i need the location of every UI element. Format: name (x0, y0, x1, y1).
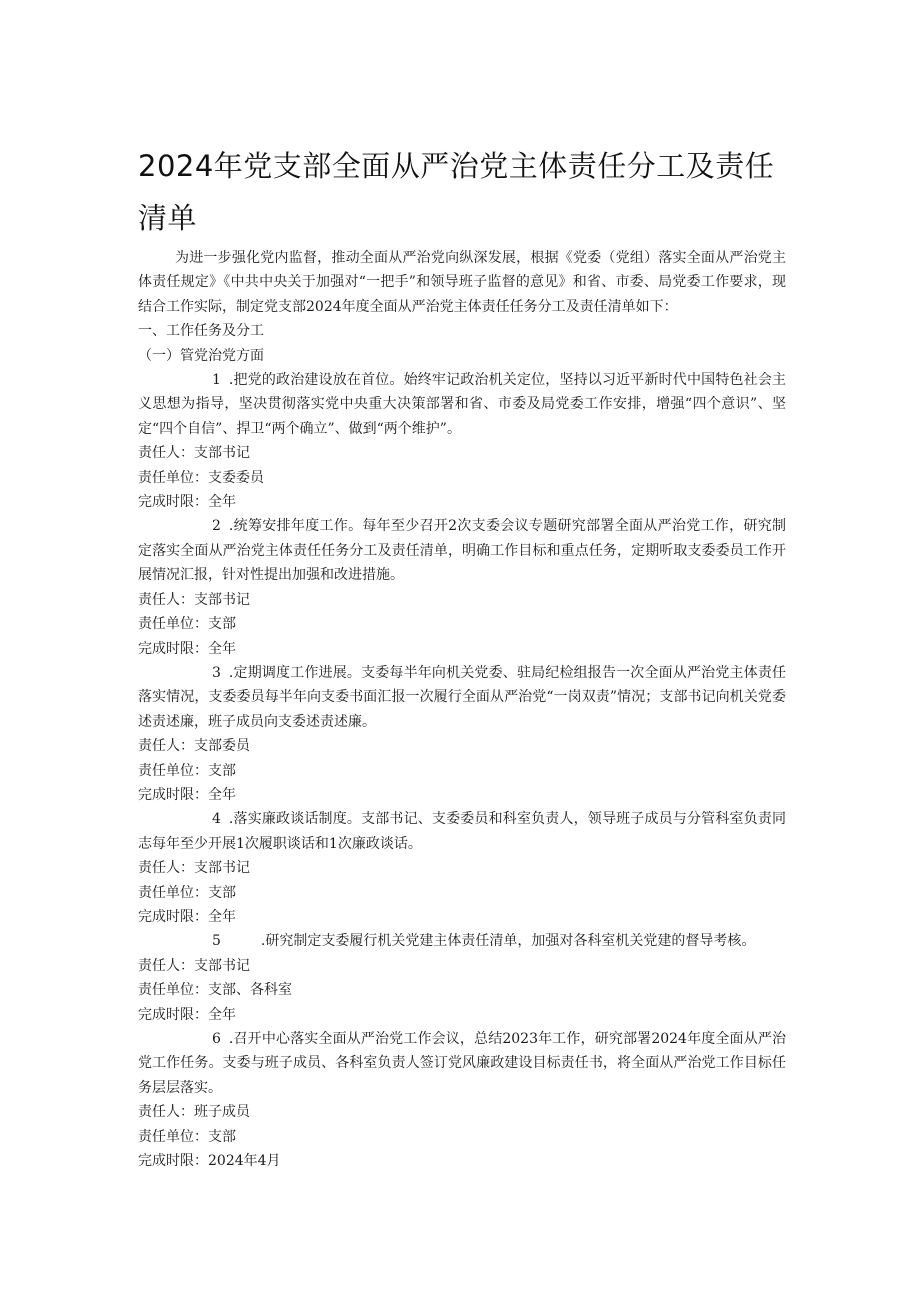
task-unit: 责任单位：支委委员 (138, 469, 264, 486)
task-text: .召开中心落实全面从严治党工作会议，总结2023年工作，研究部署2024年度全面从严治党工作任务。支委与班子成员、各科室负责人签订党风廉政建设目标责任书，将全面从严治党工作目标任务层层落实。 (138, 1031, 786, 1096)
section-heading: 一、工作任务及分工 (138, 323, 264, 340)
task-number: 1 (212, 372, 221, 389)
task-person: 责任人：支部书记 (138, 591, 250, 608)
task-person: 责任人：支部书记 (138, 860, 250, 877)
task-text: .研究制定支委履行机关党建主体责任清单，加强对各科室机关党建的督导考核。 (260, 933, 756, 950)
task-item (138, 807, 786, 856)
document-title: 2024年党支部全面从严治党主体责任分工及责任清单 (138, 149, 775, 235)
task-item (138, 514, 786, 587)
task-number: 4 (212, 811, 221, 828)
intro-paragraph: 为进一步强化党内监督，推动全面从严治党向纵深发展，根据《党委（党组）落实全面从严治党主体责任规定》《中共中央关于加强对“一把手”和领导班子监督的意见》和省、市委、局党委工作要求，现结合工作实际，制定党支部2024年度全面从严治党主体责任任务分工及责任清单如下： (138, 250, 786, 315)
task-number: 6 (212, 1031, 221, 1047)
task-deadline: 完成时限：全年 (138, 786, 236, 803)
task-unit: 责任单位：支部 (138, 616, 236, 633)
task-number: 3 (212, 664, 221, 681)
task-person: 责任人：支部委员 (138, 738, 250, 755)
task-text: .统筹安排年度工作。每年至少召开2次支委会议专题研究部署全面从严治党工作，研究制定落实全面从严治党主体责任任务分工及责任清单，明确工作目标和重点任务，定期听取支委委员工作开展情况汇报，针对性提出加强和改进措施。 (138, 518, 786, 584)
task-deadline: 完成时限：全年 (138, 640, 236, 657)
task-deadline: 完成时限：全年 (138, 1006, 236, 1023)
task-deadline: 完成时限：全年 (138, 908, 236, 925)
task-item (138, 661, 786, 734)
task-text: .落实廉政谈话制度。支部书记、支委委员和科室负责人，领导班子成员与分管科室负责同志每年至少开展1次履职谈话和1次廉政谈话。 (138, 811, 786, 852)
task-deadline: 完成时限：2024年4月 (138, 1153, 281, 1170)
task-unit: 责任单位：支部 (138, 762, 236, 779)
document-body (138, 246, 786, 1173)
task-text: .把党的政治建设放在首位。始终牢记政治机关定位，坚持以习近平新时代中国特色社会主义思想为指导，坚决贯彻落实党中央重大决策部署和省、市委及局党委工作安排，增强“四个意识”、坚定“四个自信”、捍卫“两个确立”、做到“两个维护”。 (138, 372, 786, 437)
task-item (138, 368, 786, 441)
task-person: 责任人：支部书记 (138, 957, 250, 974)
task-number: 5 (212, 933, 221, 950)
task-unit: 责任单位：支部、各科室 (138, 982, 292, 999)
task-person: 责任人：班子成员 (138, 1104, 250, 1121)
task-deadline: 完成时限：全年 (138, 494, 236, 511)
task-item (138, 929, 786, 953)
task-unit: 责任单位：支部 (138, 1128, 236, 1145)
task-number: 2 (212, 518, 221, 535)
task-unit: 责任单位：支部 (138, 884, 236, 901)
task-text: .定期调度工作进展。支委每半年向机关党委、驻局纪检组报告一次全面从严治党主体责任落实情况，支委委员每半年向支委书面汇报一次履行全面从严治党“一岗双责”情况；支部书记向机关党委述责述廉，班子成员向支委述责述廉。 (138, 664, 786, 730)
task-item (138, 1027, 786, 1100)
task-person: 责任人：支部书记 (138, 445, 250, 462)
subsection-heading: （一）管党治党方面 (138, 347, 264, 364)
